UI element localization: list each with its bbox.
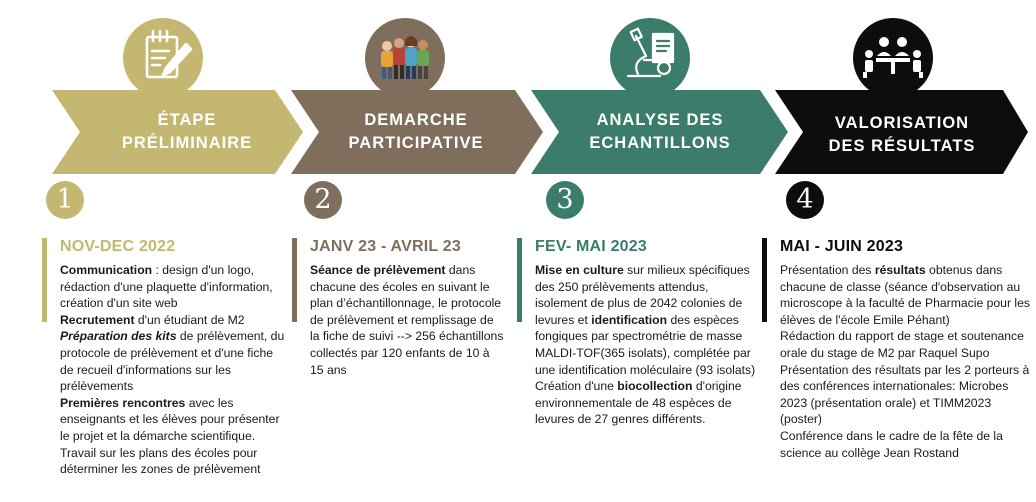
stage-1-title-line2: PRÉLIMINAIRE [121,134,253,152]
stage-1-paragraph: Communication : design d'un logo, rédaction d'une plaquette d'information, création d'un site web [60,263,273,311]
stage-2-title-line2: PARTICIPATIVE [348,134,484,152]
stage-3-paragraph: Mise en culture sur milieux spécifiques des 250 prélèvements attendus, isolement de plus de 2042 colonies de levures et identification des espèces fongiques par spectrométrie de masse MALDI-TOF(365 isolats), complétée par une identification moléculaire (93 isolats) [535,263,756,377]
stage-2-accent-bar [292,238,297,322]
stage-4-accent-bar [762,238,767,322]
stage-3-number: 3 [546,181,584,219]
stage-3-body [535,262,763,428]
stage-4-title-line2: DES RÉSULTATS [828,137,976,155]
stage-1-number: 1 [46,181,84,219]
stage-2-body [310,262,506,378]
stage-4-title-line1: VALORISATION [834,114,970,132]
stage-1-paragraph: Préparation des kits de prélèvement, du protocole de prélèvement et d'une fiche de recueil d'informations sur les prélèvements [60,329,285,394]
stage-4-title [797,112,1007,158]
stage-3-paragraph: Création d'une biocollection d'origine environnementale de 48 espèces de levures de 27 genres différents. [535,379,742,427]
chevron-banner [0,0,1036,200]
stage-1-title-line1: ÉTAPE [157,111,217,129]
stage-3-accent-bar [517,238,522,322]
stage-1-date: NOV-DEC 2022 [60,238,176,255]
stage-2-number: 2 [304,181,342,219]
stage-1-body [60,262,286,478]
stage-4-paragraph: Présentation des résultats obtenus dans chacune de classe (séance d'observation au microscope à la faculté de Pharmacie pour les élèves de l'école Emile Péhant) [780,263,1030,327]
stage-3-date: FEV- MAI 2023 [535,238,647,255]
stage-4-body [780,262,1034,461]
stage-4-paragraph: Présentation des résultats par les 2 porteurs à des conférences internationales: Microbes 2023 (présentation orale) et TIMM2023 (poster) [780,362,1030,427]
stage-4-paragraph: Rédaction du rapport de stage et soutenance orale du stage de M2 par Raquel Supo [780,329,1024,360]
stage-2-title [311,109,521,155]
icon-circle-3 [610,18,690,98]
stage-4-paragraph: Conférence dans le cadre de la fête de la science au collège Jean Rostand [780,428,1003,460]
stage-2-date: JANV 23 - AVRIL 23 [310,238,461,255]
stage-1-accent-bar [42,238,47,322]
stage-2-paragraph: Séance de prélèvement dans chacune des écoles en suivant le plan d’échantillonnage, le protocole de prélèvement et remplissage de la fiche de suivi --> 256 échantillons collectés par 120 enfants de 10 à 15 ans [310,263,504,377]
stage-4-date: MAI - JUIN 2023 [780,238,904,255]
stage-3-title-line2: ECHANTILLONS [589,134,731,152]
stage-1-paragraph: Premières rencontres avec les enseignants et les élèves pour présenter le projet et la démarche scientifique. Travail sur les plans des écoles pour déterminer les zones de prélèvement [60,395,280,477]
stage-4-number: 4 [786,181,824,219]
stage-3-title-line1: ANALYSE DES [596,111,724,129]
stage-1-title [82,109,292,155]
stage-2-title-line1: DEMARCHE [364,111,468,129]
stage-3-title [555,109,765,155]
stage-1-paragraph: Recrutement d'un étudiant de M2 [60,312,245,327]
